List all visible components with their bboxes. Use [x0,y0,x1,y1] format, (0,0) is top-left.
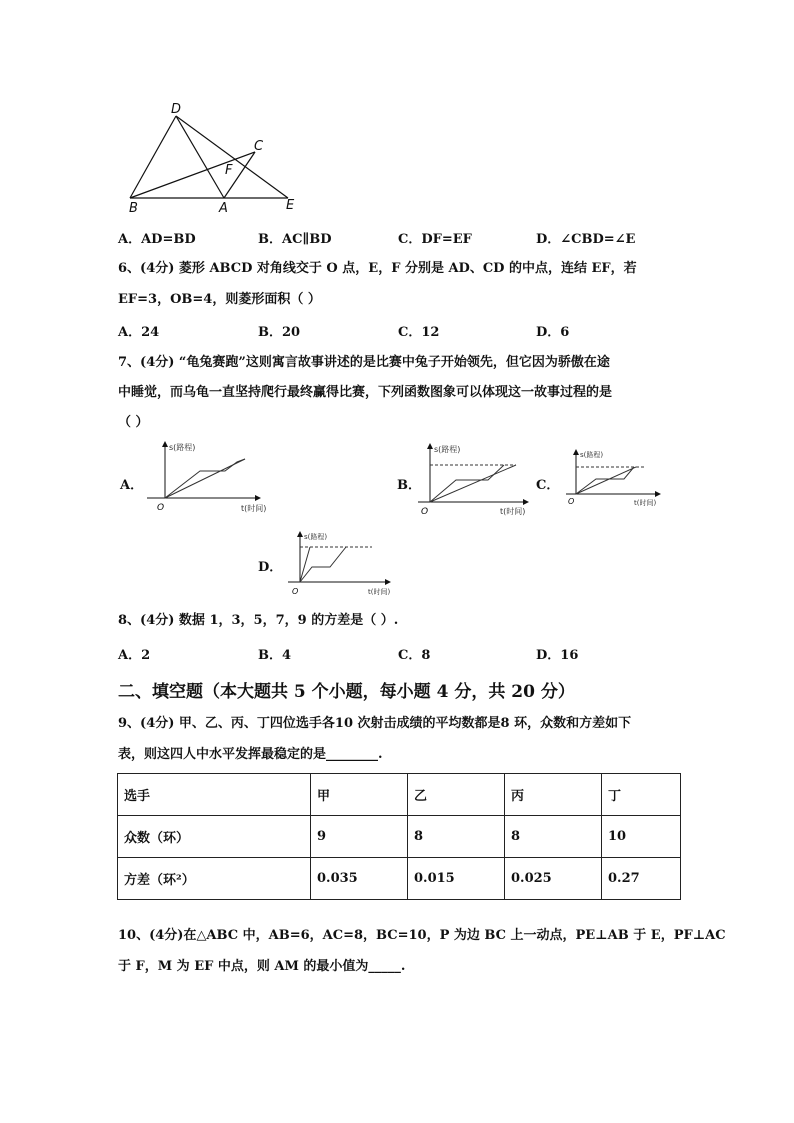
q7-graph-c-origin: O [568,497,575,506]
q8-option-a[interactable]: A．2 [118,648,151,663]
q7-graph-c-s-label: s(路程) [580,451,604,459]
geometry-figure [118,96,308,218]
q8-option-d[interactable]: D．16 [536,648,579,663]
q6-option-d[interactable]: D．6 [536,325,570,340]
q5-option-b[interactable]: B．AC∥BD [258,232,332,247]
q7-graph-b-origin: O [421,507,429,517]
q7-graph-b-s-label: s(路程) [434,445,461,454]
table-cell: 方差（环²） [118,858,311,900]
table-cell: 众数（环） [118,816,311,858]
table-header-cell: 甲 [311,774,408,816]
table-header-cell: 丙 [505,774,602,816]
q9-text-line1: 9、(4分) 甲、乙、丙、丁四位选手各10 次射击成绩的平均数都是8 环，众数和方差如下 [118,716,632,731]
section-title: 二、填空题（本大题共 5 个小题，每小题 4 分，共 20 分） [118,682,575,702]
table-cell: 8 [505,816,602,858]
q6-text-line2: EF=3，OB=4，则菱形面积（ ） [118,292,321,307]
label-a: A [219,201,228,216]
table-header-cell: 选手 [118,774,311,816]
q10-text-line1: 10、(4分)在△ABC 中，AB=6，AC=8，BC=10，P 为边 BC 上一动点，PE⊥AB 于 E，PF⊥AC [118,928,726,943]
table-cell: 9 [311,816,408,858]
q5-option-d[interactable]: D．∠CBD=∠E [536,232,636,247]
q7-graph-a-t-label: t(时间) [241,504,267,513]
label-e: E [286,198,295,213]
table-cell: 0.025 [505,858,602,900]
q7-text-line1: 7、(4分) “龟兔赛跑”这则寓言故事讲述的是比赛中兔子开始领先，但它因为骄傲在途 [118,355,610,370]
q7-graph-d-origin: O [292,587,299,596]
table-header-cell: 丁 [602,774,681,816]
q7-graph-b-t-label: t(时间) [500,507,526,516]
table-header-row [118,774,681,816]
table-row [118,858,681,900]
q10-text-line2: 于 F，M 为 EF 中点，则 AM 的最小值为_____. [118,959,406,974]
q7-option-c-label[interactable]: C． [536,478,560,493]
table-cell: 0.035 [311,858,408,900]
q7-graph-c[interactable] [564,446,664,512]
table-row [118,816,681,858]
q7-graph-a-s-label: s(路程) [169,443,196,452]
q7-graph-c-t-label: t(时间) [634,499,657,507]
label-d: D [171,102,182,117]
q5-option-a[interactable]: A．AD=BD [118,232,196,247]
q6-option-b[interactable]: B．20 [258,325,301,340]
q8-option-b[interactable]: B．4 [258,648,292,663]
segment-bc [130,152,255,198]
q9-text-line2: 表，则这四人中水平发挥最稳定的是________. [118,747,383,762]
q7-option-d-label[interactable]: D． [258,560,283,575]
q7-graph-d[interactable] [286,528,398,600]
segment-da [176,116,224,198]
table-cell: 10 [602,816,681,858]
table-cell: 0.27 [602,858,681,900]
q6-option-a[interactable]: A．24 [118,325,160,340]
q8-text-line1: 8、(4分) 数据 1，3，5，7，9 的方差是（ ）. [118,613,399,628]
segment-bd [130,116,176,198]
q8-option-c[interactable]: C．8 [398,648,431,663]
table-cell: 8 [408,816,505,858]
q7-graph-b[interactable] [416,440,534,518]
q5-option-c[interactable]: C．DF=EF [398,232,472,247]
q7-graph-a[interactable] [145,438,275,518]
q7-graph-a-origin: O [157,503,165,513]
label-b: B [129,201,138,216]
q7-graph-d-s-label: s(路程) [304,533,328,541]
table-header-cell: 乙 [408,774,505,816]
label-c: C [254,139,264,154]
q7-text-line3: （ ） [118,415,149,430]
table-cell: 0.015 [408,858,505,900]
q7-option-b-label[interactable]: B． [397,478,421,493]
q7-text-line2: 中睡觉，而乌龟一直坚持爬行最终赢得比赛，下列函数图象可以体现这一故事过程的是 [118,385,613,400]
q6-option-c[interactable]: C．12 [398,325,440,340]
q6-text-line1: 6、(4分) 菱形 ABCD 对角线交于 O 点，E，F 分别是 AD、CD 的中点，连结 EF，若 [118,261,637,276]
q9-score-table [117,773,681,900]
q7-option-a-label[interactable]: A． [120,478,144,493]
q7-graph-d-t-label: t(时间) [368,588,391,596]
label-f: F [225,163,233,178]
